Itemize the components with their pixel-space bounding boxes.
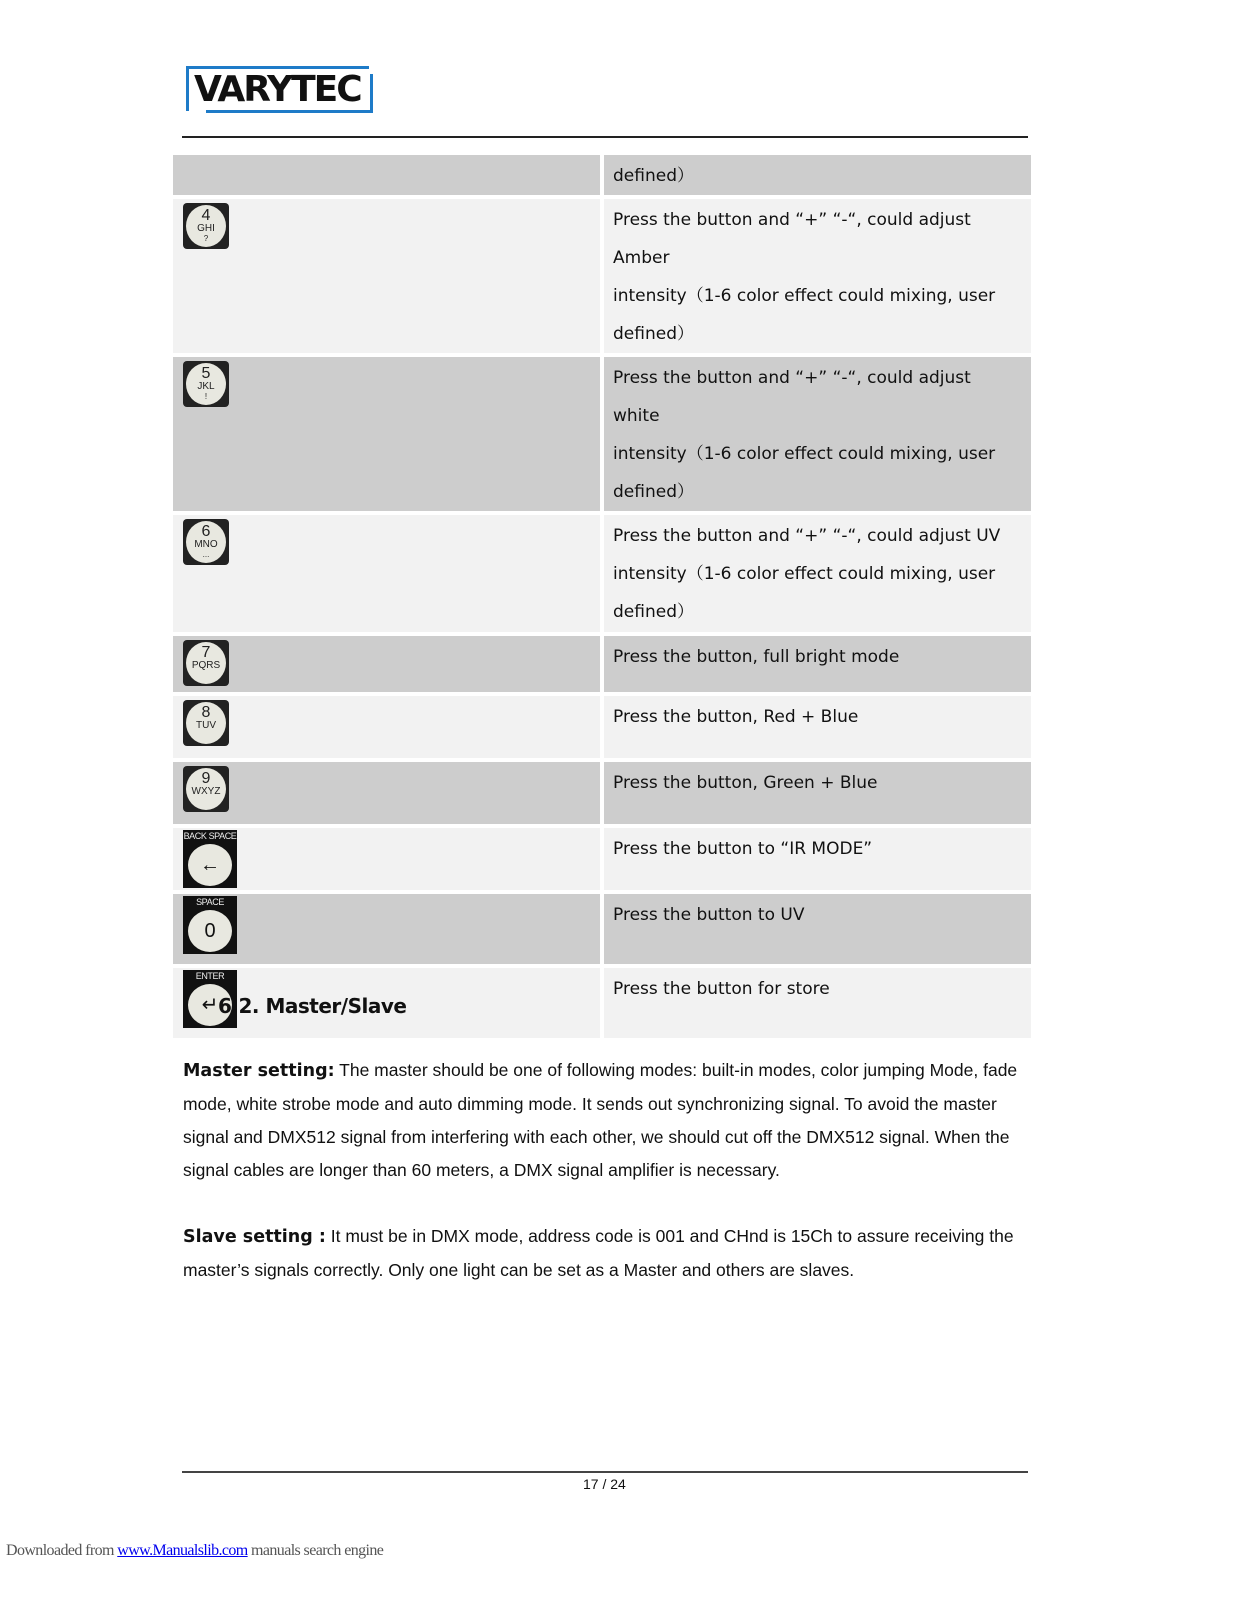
description-line: intensity（1-6 color effect could mixing, user xyxy=(613,286,996,306)
master-setting-paragraph xyxy=(183,1054,1033,1187)
table-row xyxy=(173,894,1031,964)
description-cell xyxy=(604,762,1031,824)
table-row xyxy=(173,696,1031,758)
description-line: Press the button, Green + Blue xyxy=(613,773,878,793)
description-line: defined） xyxy=(613,166,694,186)
description-cell xyxy=(604,155,1031,195)
header-divider xyxy=(182,136,1028,138)
key-cell xyxy=(173,155,600,195)
table-row xyxy=(173,515,1031,632)
description-cell xyxy=(604,636,1031,692)
description-cell xyxy=(604,894,1031,964)
key-cell xyxy=(173,762,600,824)
description-cell xyxy=(604,357,1031,511)
remote-key-8-icon: 8 TUV xyxy=(183,700,229,746)
remote-key-7-icon: 7 PQRS xyxy=(183,640,229,686)
description-cell xyxy=(604,515,1031,632)
description-line: Press the button for store xyxy=(613,979,830,999)
table-row xyxy=(173,155,1031,195)
description-line: intensity（1-6 color effect could mixing, user xyxy=(613,444,996,464)
download-notice: Downloaded from www.Manualslib.com manuals search engine xyxy=(6,1542,384,1559)
remote-key-enter-icon: ENTER ↵ xyxy=(183,970,237,1028)
table-row xyxy=(173,199,1031,353)
key-cell xyxy=(173,696,600,758)
master-label: Master setting: xyxy=(183,1061,335,1081)
slave-label: Slave setting : xyxy=(183,1227,326,1247)
description-line: defined） xyxy=(613,324,694,344)
remote-key-5-icon: 5 JKL ! xyxy=(183,361,229,407)
description-line: Press the button to UV xyxy=(613,905,805,925)
description-cell xyxy=(604,696,1031,758)
description-line: Press the button to “IR MODE” xyxy=(613,839,873,859)
key-cell xyxy=(173,636,600,692)
section-heading: 6.2. Master/Slave xyxy=(218,994,407,1018)
description-cell xyxy=(604,199,1031,353)
slave-text: It must be in DMX mode, address code is 001 and CHnd is 15Ch to assure receiving the master’s signals correctly. Only one light can be set as a Master and others are slaves. xyxy=(183,1226,1014,1280)
description-line: Press the button, Red + Blue xyxy=(613,707,859,727)
remote-key-9-icon: 9 WXYZ xyxy=(183,766,229,812)
description-line: Press the button and “+” “-“, could adjust UV xyxy=(613,526,1001,546)
key-cell xyxy=(173,828,600,890)
remote-key-space-icon: SPACE 0 xyxy=(183,896,237,954)
master-text: The master should be one of following modes: built-in modes, color jumping Mode, fade mode, white strobe mode and auto dimming mode. It sends out synchronizing signal. To avoid the master signal and DMX512 signal from interfering with each other, we should cut off the DMX512 signal. When the signal cables are longer than 60 meters, a DMX signal amplifier is necessary. xyxy=(183,1060,1018,1180)
remote-key-4-icon: 4 GHI ? xyxy=(183,203,229,249)
table-row xyxy=(173,357,1031,511)
table-row xyxy=(173,636,1031,692)
description-line: Press the button, full bright mode xyxy=(613,647,900,667)
key-cell xyxy=(173,515,600,632)
footer-divider xyxy=(182,1471,1028,1473)
button-function-table xyxy=(173,155,1031,1042)
key-cell xyxy=(173,894,600,964)
table-row xyxy=(173,828,1031,890)
description-cell xyxy=(604,968,1031,1038)
description-line: Press the button and “+” “-“, could adjust white xyxy=(613,368,971,426)
varytec-logo: VARYTEC xyxy=(186,66,372,112)
description-cell xyxy=(604,828,1031,890)
table-row xyxy=(173,762,1031,824)
description-line: intensity（1-6 color effect could mixing, user xyxy=(613,564,996,584)
key-cell xyxy=(173,199,600,353)
description-line: defined） xyxy=(613,482,694,502)
manualslib-link[interactable]: www.Manualslib.com xyxy=(117,1542,248,1559)
key-cell xyxy=(173,357,600,511)
remote-key-back-space-icon: BACK SPACE ← xyxy=(183,830,237,888)
slave-setting-paragraph xyxy=(183,1220,1033,1287)
description-line: Press the button and “+” “-“, could adjust Amber xyxy=(613,210,971,268)
description-line: defined） xyxy=(613,602,694,622)
page-number: 17 / 24 xyxy=(583,1476,626,1492)
remote-key-6-icon: 6 MNO ... xyxy=(183,519,229,565)
